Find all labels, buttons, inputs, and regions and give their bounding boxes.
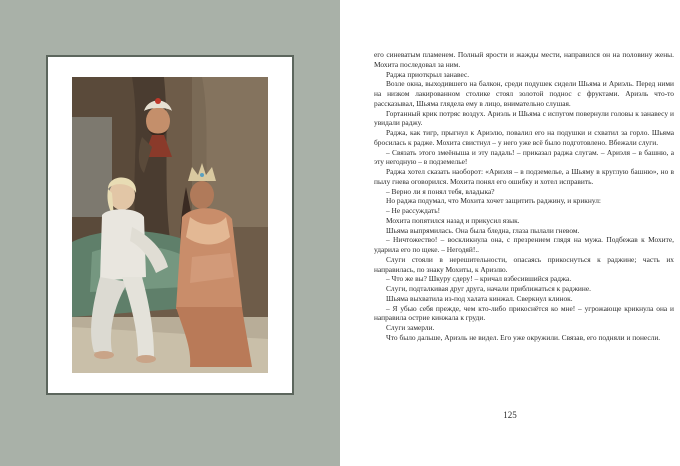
page-number: 125 [503,410,517,420]
paragraph: Шьяма выпрямилась. Она была бледна, глаза пылали гневом. [386,225,580,235]
paragraph: Но раджа подумал, что Мохита хочет защитить раджину, и крикнул: [386,196,601,206]
body-text [374,50,674,343]
paragraph: Раджа приоткрыл занавес. [386,69,470,79]
paragraph: Раджа хотел сказать наоборот: «Ариэля – в подземелье, а Шьяму в круглую башню», но в пылу гнева оговорился. Мохита понял его ошибку и хотел исправить. [374,167,674,186]
paragraph: Шьяма выхватила из-под халата кинжал. Сверкнул клинок. [386,293,573,303]
paragraph: Слуги, подталкивая друг друга, начали приближаться к раджине. [386,284,591,293]
paragraph: его синеватым пламенем. Полный ярости и жажды мести, направился он на половину жены. Мохита последовал за ним. [374,50,674,69]
paragraph: Слуги стояли в нерешительности, опасаясь прикоснуться к раджине; часть их направилась, по знаку Мохиты, к Ариэлю. [374,254,674,274]
paragraph: – Не рассуждать! [386,206,441,215]
paragraph: – Ничтожество! – воскликнула она, с презрением глядя на мужа. Подбежав к Мохите, ударила его по щеке. – Негодяй!.. [374,235,674,254]
paragraph: Слуги замерли. [386,323,435,332]
paragraph: Гортанный крик потряс воздух. Ариэль и Шьяма с испугом повернули головы к занавесу и увидали раджу. [374,108,674,128]
paragraph: Возле окна, выходившего на балкон, среди подушек сидели Шьяма и Ариэль. Перед ними на низком лакированном столике стоял золотой поднос с фруктами. Ариэль что-то рассказывал, Шьяма глядела ему в лицо, внимательно слушая. [374,79,674,108]
illustration-frame [46,55,294,395]
illustration-art [72,77,268,373]
paragraph: – Связать этого змеёныша и эту падаль! – приказал раджа слугам. – Ариэля – в башню, а эту негодную – в подземелье! [374,147,674,167]
right-page [340,0,680,466]
paragraph: – Я убью себя прежде, чем кто-либо прикоснётся ко мне! – угрожающе крикнула она и направила острие кинжала к груди. [374,303,674,323]
paragraph: Раджа, как тигр, прыгнул к Ариэлю, повалил его на подушки и схватил за горло. Шьяма бросилась к радже. Мохита свистнул – у него уже всё было подготовлено. Вбежали слуги. [374,128,674,147]
paragraph: – Верно ли я понял тебя, владыка? [386,186,495,196]
paragraph: – Что же вы? Шкуру сдеру! – кричал взбесившийся раджа. [386,274,572,284]
paragraph: Мохита попятился назад и прикусил язык. [386,215,520,225]
paragraph: Что было дальше, Ариэль не видел. Его уже окружили. Связав, его подняли и понесли. [386,332,661,342]
illustration [72,77,268,373]
